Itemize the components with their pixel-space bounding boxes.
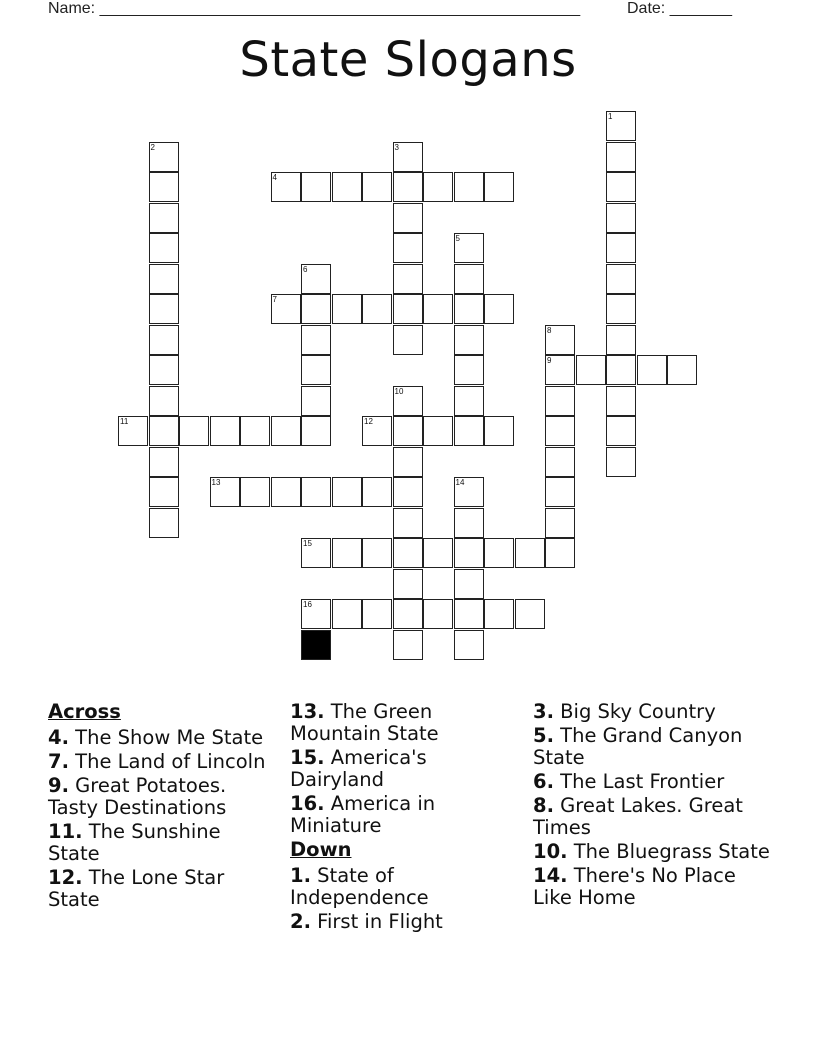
grid-cell[interactable]: [606, 142, 636, 172]
clue-item-number: 4.: [48, 726, 69, 749]
clue-item-number: 1.: [290, 864, 311, 887]
clue-item-number: 13.: [290, 700, 325, 723]
grid-cell[interactable]: [606, 294, 636, 324]
clue-item: [290, 911, 520, 933]
clue-item: [290, 865, 520, 909]
grid-cell[interactable]: [149, 386, 179, 416]
grid-cell[interactable]: [301, 355, 331, 385]
grid-cell[interactable]: [118, 416, 148, 446]
grid-cell[interactable]: [149, 416, 179, 446]
grid-cell[interactable]: [271, 294, 301, 324]
clue-item-text: The Land of Lincoln: [68, 750, 266, 773]
grid-cell[interactable]: [240, 416, 270, 446]
date-field-label: Date: _______: [627, 0, 732, 17]
grid-cell[interactable]: [454, 477, 484, 507]
grid-cell[interactable]: [606, 172, 636, 202]
grid-cell[interactable]: [301, 386, 331, 416]
grid-cell[interactable]: [515, 599, 545, 629]
grid-cell[interactable]: [149, 477, 179, 507]
grid-cell[interactable]: [484, 294, 514, 324]
grid-cell[interactable]: [332, 599, 362, 629]
grid-cell[interactable]: [179, 416, 209, 446]
grid-cell[interactable]: [301, 264, 331, 294]
clue-number-5: 5: [455, 234, 460, 243]
grid-cell[interactable]: [393, 203, 423, 233]
clues-column-1: [48, 701, 278, 913]
grid-cell[interactable]: [332, 477, 362, 507]
grid-cell[interactable]: [393, 477, 423, 507]
clue-item: [533, 841, 773, 863]
clue-item: [533, 795, 773, 839]
clue-item-text: The Grand Canyon State: [533, 724, 743, 769]
clue-number-9: 9: [547, 356, 552, 365]
grid-cell[interactable]: [606, 447, 636, 477]
clue-item-number: 8.: [533, 794, 554, 817]
grid-cell[interactable]: [454, 569, 484, 599]
grid-cell[interactable]: [423, 538, 453, 568]
grid-cell[interactable]: [393, 599, 423, 629]
clue-number-10: 10: [394, 386, 404, 396]
clue-number-7: 7: [272, 295, 277, 304]
grid-cell[interactable]: [545, 477, 575, 507]
grid-cell[interactable]: [210, 416, 240, 446]
grid-cell[interactable]: [301, 294, 331, 324]
grid-cell[interactable]: [576, 355, 606, 385]
grid-cell[interactable]: [423, 416, 453, 446]
clue-item: [48, 867, 278, 911]
grid-cell[interactable]: [393, 538, 423, 568]
grid-cell[interactable]: [393, 142, 423, 172]
clue-item: [533, 701, 773, 723]
clue-item-number: 15.: [290, 746, 325, 769]
black-cell: [301, 630, 331, 660]
clue-item-text: America's Dairyland: [290, 746, 427, 791]
grid-cell[interactable]: [484, 599, 514, 629]
clue-item-text: First in Flight: [310, 910, 443, 933]
clue-item: [48, 775, 278, 819]
grid-cell[interactable]: [484, 172, 514, 202]
grid-cell[interactable]: [606, 386, 636, 416]
clue-number-16: 16: [303, 600, 312, 609]
clue-number-1: 1: [608, 112, 613, 121]
grid-cell[interactable]: [545, 416, 575, 446]
grid-cell[interactable]: [149, 325, 179, 355]
clue-item-number: 10.: [533, 840, 568, 863]
clue-item-text: The Green Mountain State: [290, 700, 439, 745]
grid-cell[interactable]: [362, 172, 392, 202]
grid-cell[interactable]: [393, 233, 423, 263]
clue-item: [290, 747, 520, 791]
clue-item: [533, 865, 773, 909]
grid-cell[interactable]: [454, 294, 484, 324]
grid-cell[interactable]: [393, 172, 423, 202]
grid-cell[interactable]: [606, 416, 636, 446]
grid-cell[interactable]: [210, 477, 240, 507]
grid-cell[interactable]: [545, 386, 575, 416]
grid-cell[interactable]: [301, 172, 331, 202]
grid-cell[interactable]: [393, 264, 423, 294]
grid-cell[interactable]: [454, 630, 484, 660]
clue-number-11: 11: [120, 417, 129, 426]
grid-cell[interactable]: [545, 538, 575, 568]
grid-cell[interactable]: [332, 294, 362, 324]
grid-cell[interactable]: [362, 416, 392, 446]
grid-cell[interactable]: [271, 477, 301, 507]
clue-item-number: 3.: [533, 700, 554, 723]
grid-cell[interactable]: [240, 477, 270, 507]
grid-cell[interactable]: [545, 508, 575, 538]
grid-cell[interactable]: [454, 172, 484, 202]
clue-item-number: 16.: [290, 792, 325, 815]
clue-item-number: 2.: [290, 910, 311, 933]
across-heading: Across: [48, 700, 121, 723]
clue-item-number: 6.: [533, 770, 554, 793]
clue-number-4: 4: [272, 173, 277, 182]
clue-item: [48, 821, 278, 865]
grid-cell[interactable]: [454, 233, 484, 263]
grid-cell[interactable]: [606, 233, 636, 263]
grid-cell[interactable]: [454, 538, 484, 568]
clue-item-text: Great Lakes. Great Times: [533, 794, 743, 839]
grid-cell[interactable]: [301, 599, 331, 629]
clue-item: [290, 793, 520, 837]
clue-item-text: The Lone Star State: [48, 866, 225, 911]
page-title: State Slogans: [239, 32, 577, 88]
clue-item-text: America in Miniature: [290, 792, 436, 837]
grid-cell[interactable]: [606, 325, 636, 355]
grid-cell[interactable]: [149, 142, 179, 172]
grid-cell[interactable]: [606, 203, 636, 233]
clue-number-13: 13: [211, 478, 221, 487]
clue-number-8: 8: [547, 325, 552, 335]
grid-cell[interactable]: [362, 538, 392, 568]
grid-cell[interactable]: [271, 416, 301, 446]
grid-cell[interactable]: [545, 325, 575, 355]
grid-cell[interactable]: [149, 203, 179, 233]
grid-cell[interactable]: [606, 355, 636, 385]
grid-cell[interactable]: [393, 294, 423, 324]
clue-item-text: There's No Place Like Home: [533, 864, 736, 909]
grid-cell[interactable]: [149, 233, 179, 263]
clue-item-text: The Sunshine State: [48, 820, 221, 865]
grid-cell[interactable]: [393, 447, 423, 477]
grid-cell[interactable]: [423, 172, 453, 202]
clue-number-2: 2: [150, 142, 155, 152]
grid-cell[interactable]: [393, 630, 423, 660]
grid-cell[interactable]: [393, 325, 423, 355]
grid-cell[interactable]: [667, 355, 697, 385]
grid-cell[interactable]: [606, 111, 636, 141]
grid-cell[interactable]: [149, 294, 179, 324]
clue-item: [533, 725, 773, 769]
clue-item-text: The Last Frontier: [553, 770, 725, 793]
down-heading: Down: [290, 838, 352, 861]
grid-cell[interactable]: [301, 416, 331, 446]
clue-item-number: 7.: [48, 750, 69, 773]
clue-item-text: The Bluegrass State: [567, 840, 770, 863]
grid-cell[interactable]: [362, 599, 392, 629]
clue-item-text: Big Sky Country: [553, 700, 716, 723]
grid-cell[interactable]: [454, 599, 484, 629]
grid-cell[interactable]: [454, 325, 484, 355]
clue-item: [290, 701, 520, 745]
clue-number-3: 3: [394, 142, 399, 152]
grid-cell[interactable]: [301, 325, 331, 355]
clue-number-14: 14: [455, 478, 465, 487]
clue-number-6: 6: [303, 264, 308, 274]
clue-item-number: 5.: [533, 724, 554, 747]
grid-cell[interactable]: [393, 569, 423, 599]
clue-item-number: 12.: [48, 866, 83, 889]
grid-cell[interactable]: [301, 477, 331, 507]
clue-item-number: 11.: [48, 820, 83, 843]
grid-cell[interactable]: [149, 355, 179, 385]
grid-cell[interactable]: [454, 264, 484, 294]
grid-cell[interactable]: [149, 508, 179, 538]
grid-cell[interactable]: [362, 294, 392, 324]
clue-item-number: 9.: [48, 774, 69, 797]
clue-item: [48, 751, 278, 773]
grid-cell[interactable]: [149, 447, 179, 477]
grid-cell[interactable]: [454, 508, 484, 538]
grid-cell[interactable]: [454, 416, 484, 446]
grid-cell[interactable]: [393, 508, 423, 538]
clue-number-12: 12: [364, 417, 373, 426]
grid-cell[interactable]: [454, 386, 484, 416]
grid-cell[interactable]: [606, 264, 636, 294]
grid-cell[interactable]: [423, 599, 453, 629]
grid-cell[interactable]: [332, 538, 362, 568]
grid-cell[interactable]: [484, 416, 514, 446]
clues-column-2: [290, 701, 520, 935]
clue-item: [533, 771, 773, 793]
name-field-label: Name: ______________________________________________________: [48, 0, 581, 17]
clues-column-3: [533, 701, 773, 911]
grid-cell[interactable]: [362, 477, 392, 507]
clue-item-number: 14.: [533, 864, 568, 887]
grid-cell[interactable]: [454, 355, 484, 385]
clue-number-15: 15: [303, 539, 312, 548]
clue-item-text: The Show Me State: [68, 726, 264, 749]
grid-cell[interactable]: [301, 538, 331, 568]
grid-cell[interactable]: [149, 172, 179, 202]
grid-cell[interactable]: [332, 172, 362, 202]
grid-cell[interactable]: [271, 172, 301, 202]
clue-item: [48, 727, 278, 749]
grid-cell[interactable]: [393, 386, 423, 416]
clue-item-text: State of Independence: [290, 864, 429, 909]
grid-cell[interactable]: [545, 355, 575, 385]
grid-cell[interactable]: [423, 294, 453, 324]
clue-item-text: Great Potatoes. Tasty Destinations: [48, 774, 227, 819]
grid-cell[interactable]: [484, 538, 514, 568]
grid-cell[interactable]: [149, 264, 179, 294]
grid-cell[interactable]: [637, 355, 667, 385]
grid-cell[interactable]: [393, 416, 423, 446]
grid-cell[interactable]: [515, 538, 545, 568]
grid-cell[interactable]: [545, 447, 575, 477]
